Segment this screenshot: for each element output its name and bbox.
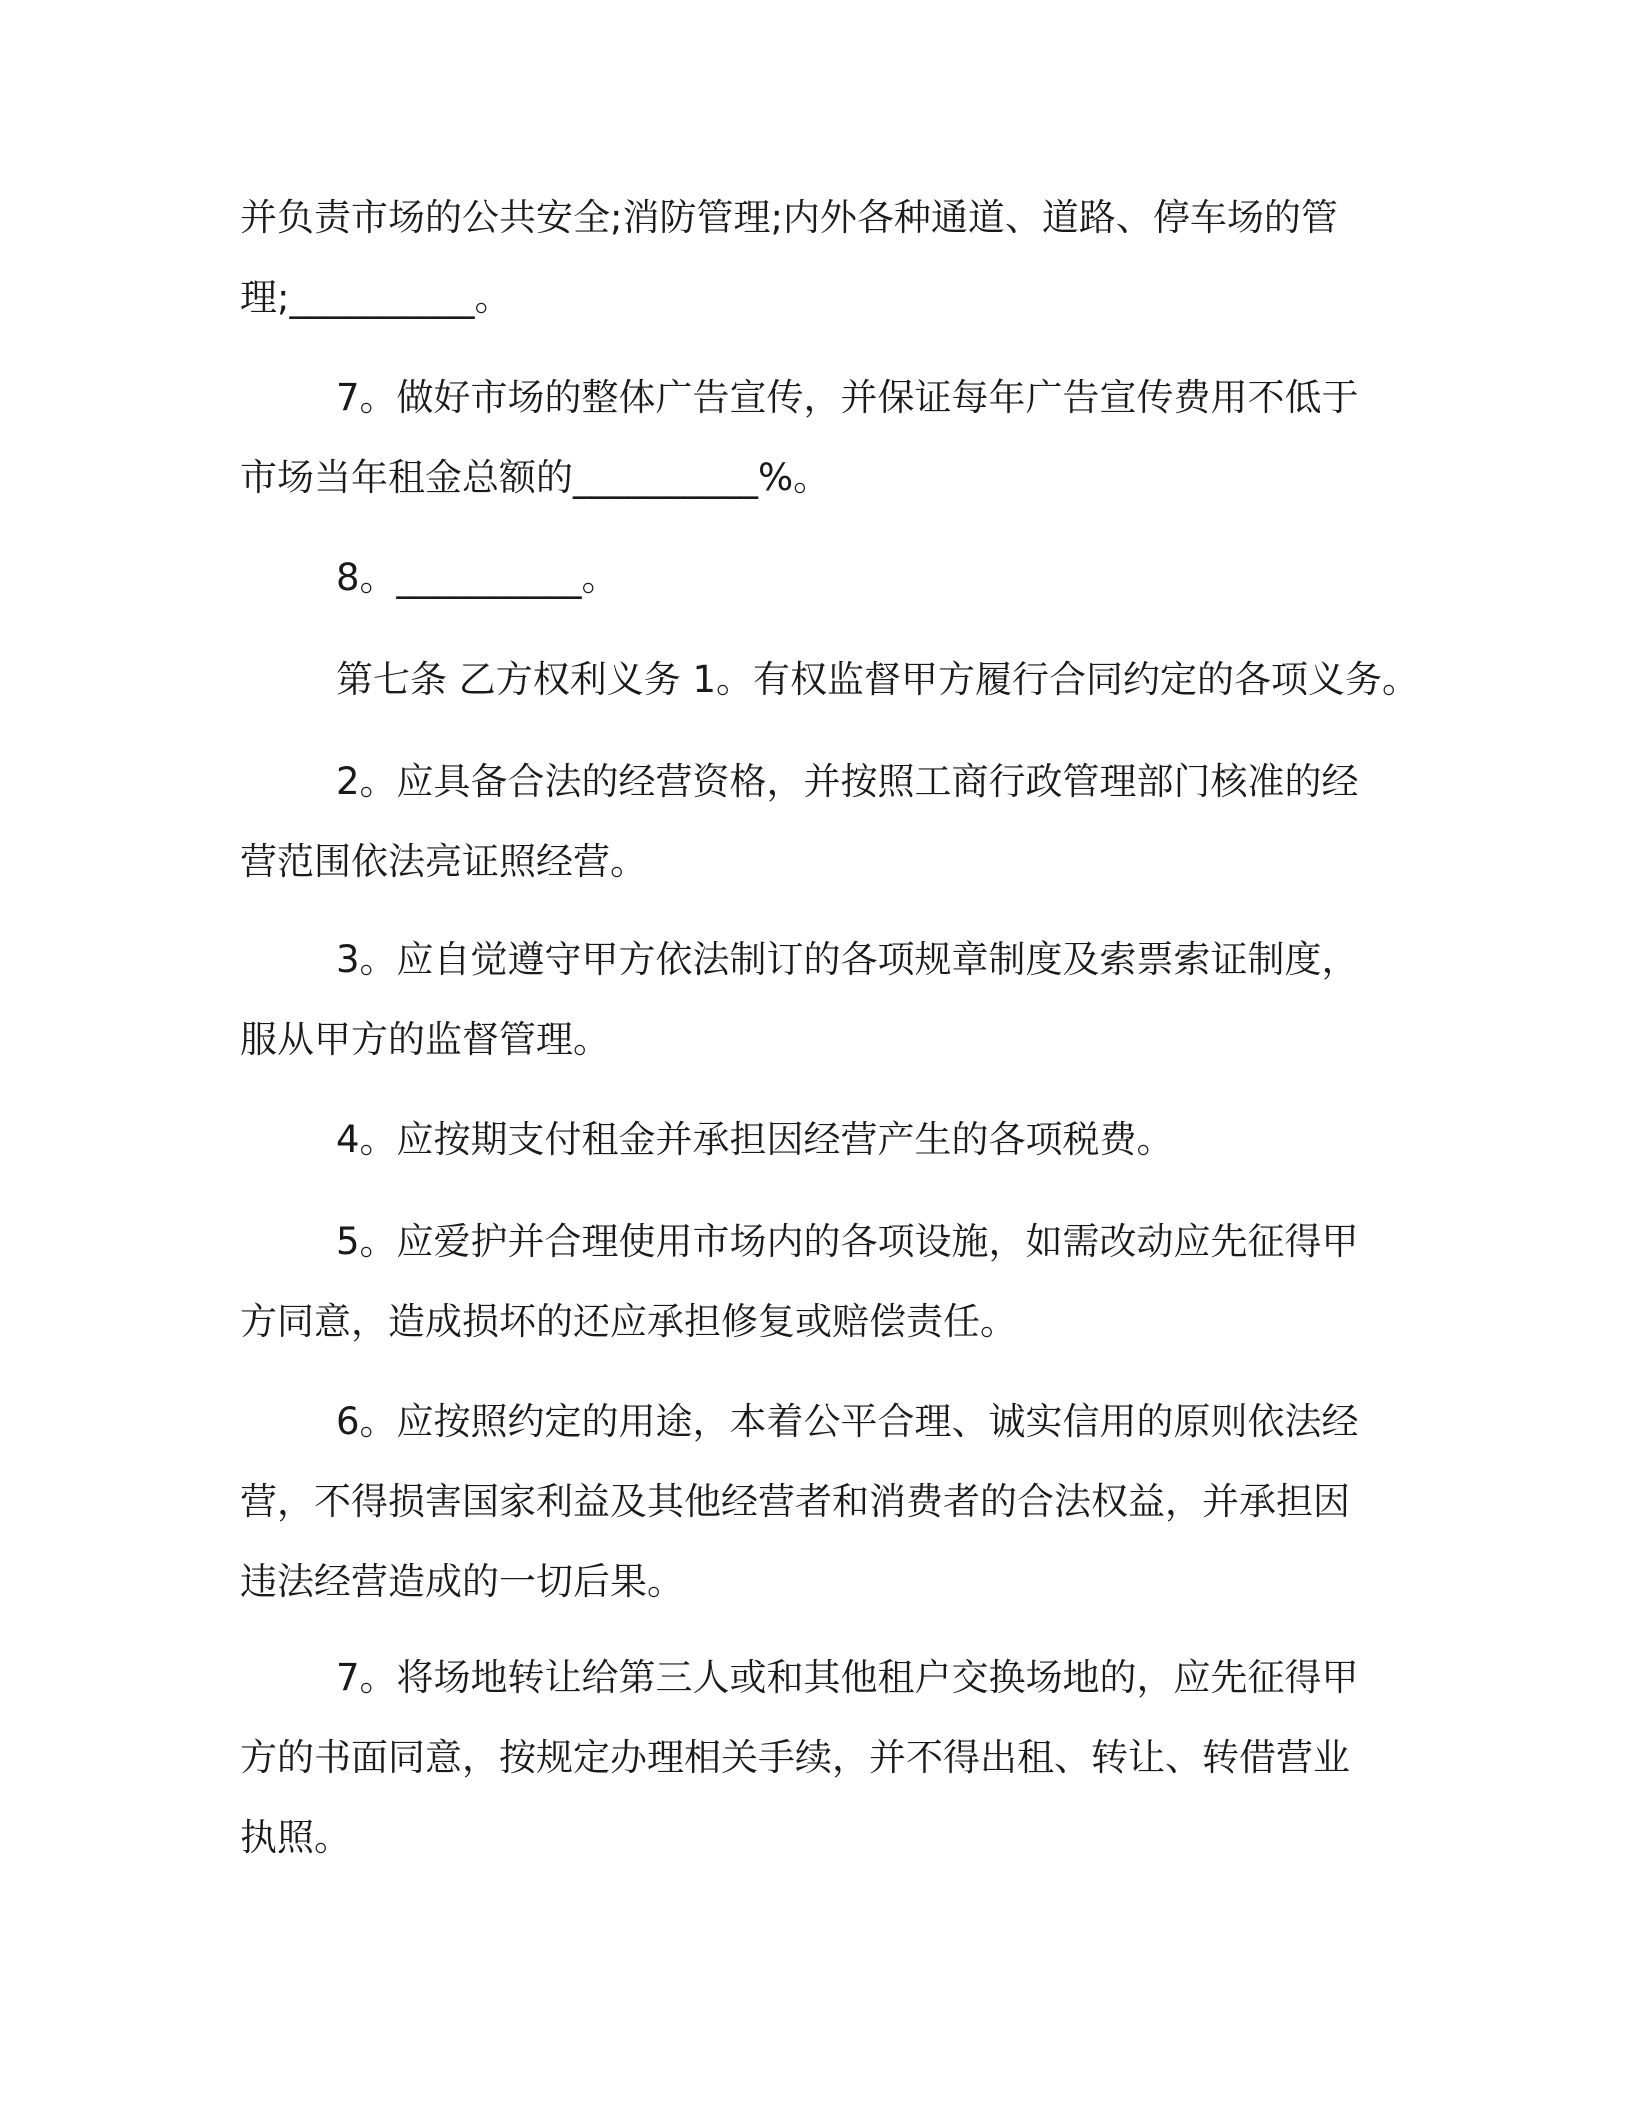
paragraph-line: 服从甲方的监督管理。 <box>240 1018 610 1061</box>
paragraph-line: 市场当年租金总额的__________%。 <box>240 456 831 499</box>
paragraph-item-7-transfer <box>240 1638 1390 1878</box>
paragraph-item-4 <box>240 1100 1390 1180</box>
paragraph-continuation <box>240 178 1390 338</box>
paragraph-line: 8。__________。 <box>336 556 619 599</box>
paragraph-item-7-advertising <box>240 358 1390 518</box>
paragraph-item-6 <box>240 1382 1390 1622</box>
paragraph-line: 方同意，造成损坏的还应承担修复或赔偿责任。 <box>240 1300 1017 1343</box>
paragraph-line: 营，不得损害国家利益及其他经营者和消费者的合法权益，并承担因 <box>240 1480 1350 1523</box>
paragraph-line: 6。应按照约定的用途，本着公平合理、诚实信用的原则依法经 <box>336 1400 1359 1443</box>
paragraph-item-5 <box>240 1202 1390 1362</box>
paragraph-line: 理;__________。 <box>240 276 512 319</box>
paragraph-line: 营范围依法亮证照经营。 <box>240 840 647 883</box>
paragraph-line: 执照。 <box>240 1816 351 1859</box>
paragraph-line: 2。应具备合法的经营资格，并按照工商行政管理部门核准的经 <box>336 760 1359 803</box>
paragraph-line: 第七条 乙方权利义务 1。有权监督甲方履行合同约定的各项义务。 <box>336 658 1420 701</box>
paragraph-article-7 <box>240 640 1420 720</box>
paragraph-line: 并负责市场的公共安全;消防管理;内外各种通道、道路、停车场的管 <box>240 196 1338 239</box>
paragraph-line: 7。将场地转让给第三人或和其他租户交换场地的，应先征得甲 <box>336 1656 1359 1699</box>
paragraph-line: 方的书面同意，按规定办理相关手续，并不得出租、转让、转借营业 <box>240 1736 1350 1779</box>
paragraph-line: 违法经营造成的一切后果。 <box>240 1560 684 1603</box>
paragraph-item-8 <box>240 538 1390 618</box>
paragraph-line: 3。应自觉遵守甲方依法制订的各项规章制度及索票索证制度， <box>336 938 1359 981</box>
paragraph-line: 7。做好市场的整体广告宣传，并保证每年广告宣传费用不低于 <box>336 376 1359 419</box>
paragraph-line: 4。应按期支付租金并承担因经营产生的各项税费。 <box>336 1118 1174 1161</box>
paragraph-line: 5。应爱护并合理使用市场内的各项设施，如需改动应先征得甲 <box>336 1220 1359 1263</box>
paragraph-item-2 <box>240 742 1390 902</box>
paragraph-item-3 <box>240 920 1390 1080</box>
